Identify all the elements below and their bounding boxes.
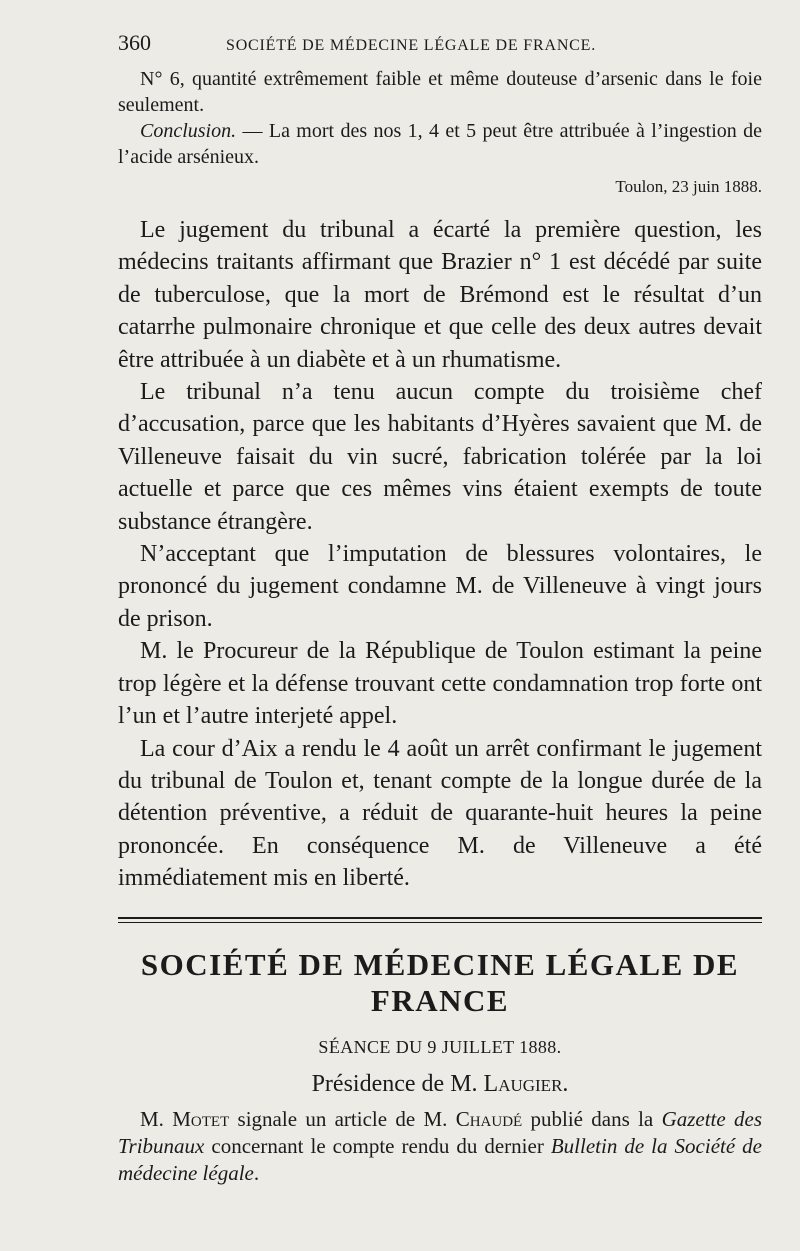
closing-note-part-5: . (253, 1160, 260, 1185)
closing-note-part-4: concernant le compte rendu du dernier (204, 1133, 551, 1158)
report-conclusion (118, 118, 762, 170)
section-title: SOCIÉTÉ DE MÉDECINE LÉGALE DE FRANCE (140, 946, 740, 1018)
session-date: SÉANCE DU 9 JUILLET 1888. (318, 1036, 562, 1057)
presidence-suffix: . (562, 1070, 569, 1097)
conclusion-label: Conclusion. (140, 120, 237, 142)
closing-note-name-2: Chaudé (455, 1106, 523, 1131)
closing-note-part-1: M. (140, 1106, 173, 1131)
closing-note-part-2: signale un article de M. (229, 1106, 456, 1131)
narrative-paragraph-1: Le jugement du tribunal a écarté la première question, les médecins traitants affirmant que Brazier n° 1 est décédé par suite de tuberculose, que la mort de Brémond est le résultat d’un catarrhe pulmonaire chronique et que celle des deux autres devait être attribuée à un diabète et à un rhumatisme. (118, 217, 762, 373)
narrative-paragraph-5: La cour d’Aix a rendu le 4 août un arrêt confirmant le jugement du tribunal de Toulon et, tenant compte de la longue durée de la détention préventive, a réduit de quarante-huit heures la peine prononcée. En conséquence M. de Villeneuve a été immédiatement mis en liberté. (118, 735, 762, 892)
narrative (118, 214, 762, 895)
narrative-paragraph-4: M. le Procureur de la République de Toulon estimant la peine trop légère et la défense trouvant cette condamnation trop forte ont l’un et l’autre interjeté appel. (118, 638, 762, 730)
section-divider (118, 917, 762, 923)
running-head (118, 30, 762, 62)
running-title: SOCIÉTÉ DE MÉDECINE LÉGALE DE FRANCE. (226, 37, 597, 54)
closing-note (118, 1106, 762, 1187)
conclusion-text: — La mort des nos 1, 4 et 5 peut être attribuée à l’ingestion de l’acide arsénieux. (118, 120, 762, 168)
report-paragraph-6: N° 6, quantité extrêmement faible et même douteuse d’arsenic dans le foie seulement. (118, 68, 762, 116)
narrative-paragraph-2: Le tribunal n’a tenu aucun compte du troisième chef d’accusation, parce que les habitants d’Hyères savaient que M. de Villeneuve faisait du vin sucré, fabrication tolérée par la loi actuelle et parce que ces mêmes vins étaient exempts de toute substance étrangère. (118, 379, 762, 535)
page-number: 360 (118, 30, 151, 55)
closing-note-italic-1: Gazette des Tribunaux (118, 1106, 763, 1158)
signature-line: Toulon, 23 juin 1888. (615, 177, 762, 196)
presidence-prefix: Présidence de M. (311, 1070, 484, 1097)
presidence-line (118, 1068, 762, 1100)
narrative-paragraph-3: N’acceptant que l’imputation de blessures volontaires, le prononcé du jugement condamne M. de Villeneuve à vingt jours de prison. (118, 541, 762, 632)
closing-note-part-3: publié dans la (522, 1106, 662, 1131)
closing-note-name-1: Motet (172, 1106, 230, 1131)
closing-note-italic-2: Bulletin de la Société de médecine légale (118, 1133, 763, 1185)
double-rule-top (118, 917, 762, 919)
presidence-name: Laugier (483, 1070, 563, 1097)
double-rule-bottom (118, 922, 762, 923)
